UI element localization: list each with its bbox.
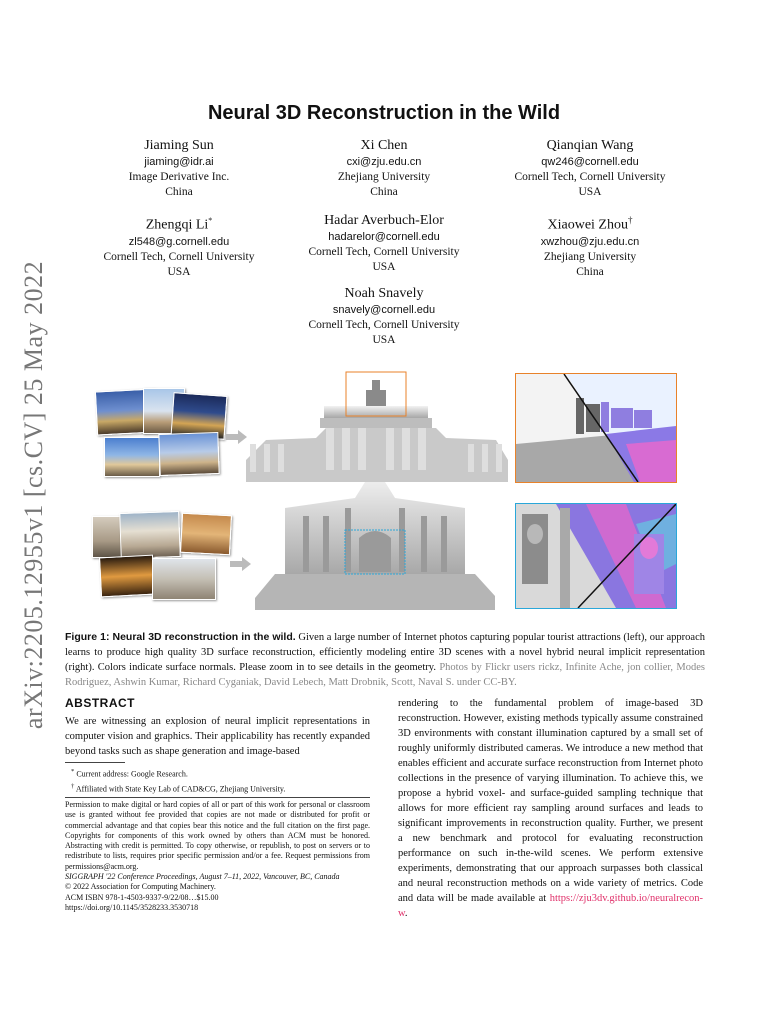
author-footnote-mark: † [627, 215, 633, 225]
footnote-item [65, 781, 370, 796]
author-affiliation: Cornell Tech, Cornell University [103, 250, 255, 263]
author-block [475, 136, 705, 200]
author-block [269, 211, 499, 275]
reconstruction-mesh-trevi [255, 478, 495, 610]
author-name: Jiaming Sun [144, 138, 214, 153]
input-photo [180, 513, 232, 556]
abstract-right-end: . [404, 908, 408, 919]
reconstruction-mesh-brandenburg [246, 370, 508, 482]
author-name: Xi Chen [360, 138, 408, 153]
zoom-inset-trevi [515, 503, 677, 609]
author-email[interactable]: zl548@g.cornell.edu [128, 235, 230, 248]
footnote-mark: * [71, 768, 75, 775]
figure-caption-credits: Photos by Flickr users rickz, Infinite Ache, jon collier, Modes Rodriguez, Ashwin Kumar, Richard Cyganiak, David Lebech, Matt Drobnik, Scott, Naval S. under CC-BY. [65, 662, 705, 688]
author-name: Zhengqi Li [145, 217, 209, 233]
author-country: USA [372, 334, 396, 346]
author-block [269, 136, 499, 200]
copyright-line: © 2022 Association for Computing Machinery. [65, 882, 216, 892]
zoom-inset-brandenburg [515, 373, 677, 483]
figure-caption [65, 630, 705, 690]
author-footnote-mark: * [208, 216, 213, 225]
author-country: China [165, 186, 193, 198]
permission-block [65, 800, 370, 913]
author-email[interactable]: hadarelor@cornell.edu [328, 231, 440, 243]
isbn-line: ACM ISBN 978-1-4503-9337-9/22/08…$15.00 [65, 892, 219, 902]
figure-caption-label: Figure 1: Neural 3D reconstruction in the wild. [65, 631, 296, 643]
author-email[interactable]: qw246@cornell.edu [541, 156, 639, 168]
author-country: China [370, 186, 398, 198]
author-name: Qianqian Wang [546, 138, 634, 153]
author-affiliation: Zhejiang University [337, 171, 431, 183]
input-photo [152, 558, 216, 600]
author-affiliation: Cornell Tech, Cornell University [308, 246, 460, 258]
author-country: China [576, 265, 604, 278]
author-block [64, 136, 294, 200]
author-block [475, 211, 705, 280]
arrow-right-icon [230, 557, 252, 571]
author-affiliation: Image Derivative Inc. [128, 171, 230, 183]
permission-divider [65, 797, 370, 798]
abstract-right-body: rendering to the fundamental problem of image-based 3D reconstruction. However, existing methods typically assume constrained 3D environments with constant illumination captured by a small set of roughly uniformly distributed cameras. We introduce a new method that enables efficient and accurate surface reconstruction from Internet photo collections in the presence of varying illumination. To achieve this, we propose a hybrid voxel- and surface-guided sampling technique that allows for more efficient ray sampling around surfaces and leads to significant improvements in reconstruction quality. Further, we present a new benchmark and protocol for evaluating reconstruction performance on such in-the-wild scenes. We perform extensive experiments, demonstrating that our approach surpasses both classical and neural reconstruction methods on a wide variety of metrics. Code and data will be made available at [398, 698, 703, 904]
author-email[interactable]: xwzhou@zju.edu.cn [540, 235, 640, 248]
footnote-text: Current address: Google Research. [76, 769, 188, 779]
author-block [269, 284, 499, 348]
author-country: USA [372, 261, 396, 273]
input-photo [104, 437, 160, 477]
input-photo [158, 432, 219, 476]
author-affiliation: Zhejiang University [543, 250, 637, 263]
author-country: USA [578, 186, 602, 198]
author-affiliation: Cornell Tech, Cornell University [308, 319, 460, 331]
abstract-text-left: We are witnessing an explosion of neural implicit representations in computer vision and graphics. Their applicability has recently expanded beyond tasks such as shape generation and image-based [65, 716, 370, 757]
abstract-heading: ABSTRACT [65, 696, 135, 710]
footnote-text: Affiliated with State Key Lab of CAD&CG, Zhejiang University. [75, 784, 286, 794]
arrow-right-icon [226, 430, 248, 444]
footnotes [65, 766, 370, 795]
footnote-mark: † [71, 782, 75, 790]
author-affiliation: Cornell Tech, Cornell University [514, 171, 666, 183]
author-email[interactable]: cxi@zju.edu.cn [346, 156, 422, 168]
code-link[interactable]: https://zju3dv.github.io/neuralrecon-w [398, 893, 703, 919]
arxiv-stamp-text: arXiv:2205.12955v1 [cs.CV] 25 May 2022 [19, 260, 48, 730]
venue-line: SIGGRAPH '22 Conference Proceedings, August 7–11, 2022, Vancouver, BC, Canada [65, 872, 340, 882]
footnote-divider [65, 762, 125, 763]
author-email[interactable]: snavely@cornell.edu [332, 304, 436, 316]
figure-caption-body: Given a large number of Internet photos capturing popular tourist attractions (left), our approach learns to produce high quality 3D surface reconstruction, efficiently modeling entire 3D scenes with a novel hybrid neural implicit representation (right). Colors indicate surface normals. Please zoom in to see details in the geometry. [65, 632, 705, 673]
doi-link[interactable]: https://doi.org/10.1145/3528233.3530718 [65, 902, 199, 912]
abstract-text-right [398, 696, 703, 921]
author-block [64, 211, 294, 280]
input-photo [119, 511, 181, 559]
author-name: Xiaowei Zhou [547, 217, 628, 233]
author-email[interactable]: jiaming@idr.ai [144, 156, 214, 168]
author-name: Hadar Averbuch-Elor [324, 213, 444, 228]
footnote-item [65, 766, 370, 781]
author-country: USA [167, 265, 191, 278]
author-name: Noah Snavely [344, 286, 424, 301]
figure-1 [0, 360, 768, 615]
input-photo [99, 555, 155, 598]
permission-text: Permission to make digital or hard copies of all or part of this work for personal or classroom use is granted without fee provided that copies are not made or distributed for profit or commercial advantage and that copies bear this notice and the full citation on the first page. Copyrights for components of this work owned by others than ACM must be honored. Abstracting with credit is permitted. To copy otherwise, or republish, to post on servers or to redistribute to lists, requires prior specific permission and/or a fee. Request permissions from permissions@acm.org. [65, 800, 370, 871]
paper-title: Neural 3D Reconstruction in the Wild [207, 102, 561, 124]
